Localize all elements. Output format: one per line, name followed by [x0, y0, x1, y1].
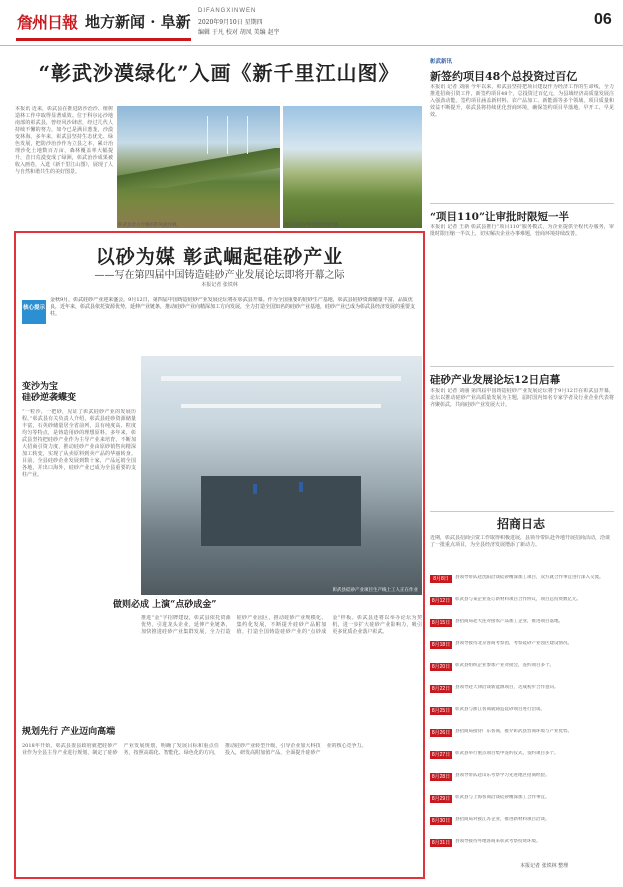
log-item-date: 8月27日	[431, 752, 451, 758]
section-body-2: 推进“金”字招牌建设，彰武县依托资源优势，引进龙头企业，延伸产业链条，加快推进硅砂产业集群发展，全力打造硅砂产业园区，推动硅砂产业规模化、集约化发展，不断提升硅砂产品附加值，打造全国铸造硅砂产业的“点砂成金”样板。彰武县还将以举办论坛为契机，进一步扩大硅砂产业影响力，吸引更多优质企业落户彰武。	[141, 615, 422, 635]
log-item-text: 彰武县组织企业参加产业对接会，签约项目多个。	[455, 663, 554, 668]
log-item-date: 8月25日	[431, 708, 451, 714]
investment-log-intro: 近期，彰武县招商引资工作取得积极进展，县领导带队赴外地开展招商活动，洽谈了一批重点项目，为全县经济发展增添了新动力。	[430, 535, 611, 548]
feature-subtitle: ——写在第四届中国铸造硅砂产业发展论坛即将开幕之际	[94, 270, 345, 281]
log-item-text: 县招商局赴大连对接农产品加工企业，推进项目落地。	[455, 619, 563, 624]
log-item-text: 彰武县举行重点项目集中签约仪式，签约项目多个。	[455, 751, 559, 756]
top-story-body: 本报讯 近来，彰武县在推进防沙治沙、植树造林工作中取得显著成效。位于科尔沁沙地南部的彰武县，曾经风沙肆虐，经过几代人持续不懈的努力，如今已是满目葱茏，沙漠变林海。多年来，彰武县坚持生态优先、绿色发展，把防沙治沙作为立县之本，累计治理沙化土地数百万亩，森林覆盖率大幅提升，昔日荒漠变成了绿洲，彰武治沙成果被收入画卷，入选《新千里江山图》，展现了人与自然和谐共生的美好图景。	[15, 106, 113, 175]
log-item-date: 8月18日	[431, 642, 451, 648]
right-headline-1: 新签约项目48个总投资过百亿	[430, 70, 578, 83]
masthead	[0, 0, 623, 46]
section-heading-1: 变沙为宝 硅砂逆袭蝶变	[22, 382, 77, 403]
log-item-text: 县招商局对接江苏企业，推进新材料项目洽谈。	[455, 817, 550, 822]
editor-credits: 编辑 于凡 校对 胡凤 美编 赵宇	[198, 29, 280, 36]
section-body-1: “一粒沙、一把砂，见证了彰武硅砂产业的发展历程。”彰武县有关负责人介绍，彰武县硅砂资源储量丰富，石英砂储量居全省前列，具有纯度高、粒度均匀等特点，是铸造用砂的理想原料。多年来，彰武县坚持把硅砂产业作为主导产业来培育，不断加大招商引资力度，推动硅砂产业由原砂销售向精深加工转变，实现了从卖原料到卖产品的华丽转身。目前，全县硅砂企业发展到数十家，产品远销全国各地，并出口海外，硅砂产业已成为全县重要的支柱产业。	[22, 409, 136, 478]
log-item-text: 县招商局接待广东客商，推介彰武县营商环境与产业优势。	[455, 729, 572, 734]
log-item-text: 彰武县与浙江客商就铸造硅砂项目进行洽谈。	[455, 707, 545, 712]
page-number: 06	[594, 11, 612, 28]
investment-log-byline: 本报记者 张铁林 整理	[520, 863, 569, 869]
right-body-1: 本报讯 记者 刘丽 今年以来，彰武县坚持把项目建设作为经济工作的生命线，全力推进招商引资工作，新签约项目48个，总投资过百亿元，为县域经济高质量发展注入强劲动能。签约项目涵盖新材料、农产品加工、新能源等多个领域，项目质量和效益不断提升，彰武县将持续优化营商环境，确保签约项目早落地、早开工、早见效。	[430, 84, 614, 118]
feature-lead: 金秋9月，彰武硅砂产业迎来盛会。9月12日，第四届中国铸造硅砂产业发展论坛将在彰武县开幕。作为全国重要的硅砂生产基地，彰武县硅砂资源储量丰富，品质优良，近年来，彰武县依托资源优势，延伸产业链条，推动硅砂产业向精深加工方向发展，全力打造全国知名的硅砂产业基地，硅砂产业已成为彰武县经济发展的重要支柱。	[50, 297, 416, 317]
factory-photo-caption: 彰武县硅砂产业项目生产线上工人正在作业	[332, 588, 418, 593]
desert-forest-photo-left	[117, 106, 280, 228]
log-item-date: 8月30日	[431, 818, 451, 824]
masthead-accent-bar	[16, 38, 191, 41]
log-item-text: 县领导带队赴山东考察学习先进地区招商经验。	[455, 773, 550, 778]
photo-caption-right: 彰武县阿尔乡镇防风固沙林。	[284, 223, 343, 228]
newspaper-logo: 詹州日報	[17, 13, 78, 32]
section-heading-3: 规划先行 产业迈向高端	[22, 727, 116, 737]
feature-title: 以砂为媒 彰武崛起硅砂产业	[95, 246, 344, 268]
right-body-3: 本报讯 记者 刘丽 第四届中国铸造硅砂产业发展论坛将于9月12日在彰武县开幕，论坛以推动硅砂产业高质量发展为主题，届时国内知名专家学者及行业企业代表将齐聚彰武，共商硅砂产业发展大计。	[430, 388, 614, 408]
right-headline-2: “项目110”让审批时限短一半	[430, 211, 569, 223]
right-headline-3: 硅砂产业发展论坛12日启幕	[430, 374, 561, 386]
log-item-text: 县领导接待北京客商考察团，考察硅砂产业园区建设情况。	[455, 641, 572, 646]
section-body-3: 2018年开始，彰武县委县政府就把硅砂产业作为全县主导产业进行规划，制定了硅砂产业发展规划，明确了发展目标和重点任务，按照高端化、智能化、绿色化的方向，推动硅砂产业转型升级，引导企业加大科技投入，研发高附加值产品，全面提升硅砂产业的核心竞争力。	[22, 743, 367, 756]
log-item-date: 8月26日	[431, 730, 451, 736]
log-item-date: 8月28日	[431, 774, 451, 780]
photo-caption-left: 彰武县章古台镇的防风固沙林。	[118, 223, 181, 228]
log-item-date: 8月12日	[431, 598, 451, 604]
log-item-date: 8月15日	[431, 620, 451, 626]
issue-date: 2020年9月10日 星期四	[198, 19, 263, 26]
top-story-headline: “彰武沙漠绿化”入画《新千里江山图》	[38, 61, 400, 85]
log-item-date: 8月20日	[431, 664, 451, 670]
section-pinyin: DIFANGXINWEN	[198, 8, 257, 14]
log-item-date: 8月22日	[431, 686, 451, 692]
log-item-text: 彰武县与上海客商洽谈硅砂精深加工合作事宜。	[455, 795, 550, 800]
investment-log-title: 招商日志	[497, 517, 546, 531]
feature-article-frame	[14, 231, 425, 879]
right-section-label: 彰武新讯	[430, 59, 453, 65]
log-item-text: 县领导带队赴沈阳洽谈硅砂精深加工项目，双方就合作事宜进行深入交流。	[455, 575, 604, 580]
log-item-date: 8月29日	[431, 796, 451, 802]
right-body-2: 本报讯 记者 王新 彰武县推行“项目110”服务模式，为企业提供全程代办服务，审批时限压缩一半以上，切实解决企业办事难题，营商环境持续改善。	[430, 224, 614, 237]
log-item-date: 8月8日	[430, 575, 452, 583]
section-heading-2: 做则必成 上演“点砂成金”	[113, 600, 217, 610]
log-item-date: 8月31日	[431, 840, 451, 846]
desert-forest-photo-right	[283, 106, 422, 228]
section-title: 地方新闻 · 阜新	[85, 13, 191, 31]
core-tip-badge: 核心提示	[22, 300, 46, 324]
feature-byline: 本报记者 张铁林	[201, 282, 238, 288]
log-item-text: 县领导接待外地客商来彰武考察投资环境。	[455, 839, 541, 844]
log-item-text: 彰武县与某企业签订新材料项目合作协议，项目总投资数亿元。	[455, 597, 581, 602]
log-item-text: 县领导赴天津洽谈新能源项目，达成初步合作意向。	[455, 685, 559, 690]
silica-factory-photo	[141, 356, 422, 595]
